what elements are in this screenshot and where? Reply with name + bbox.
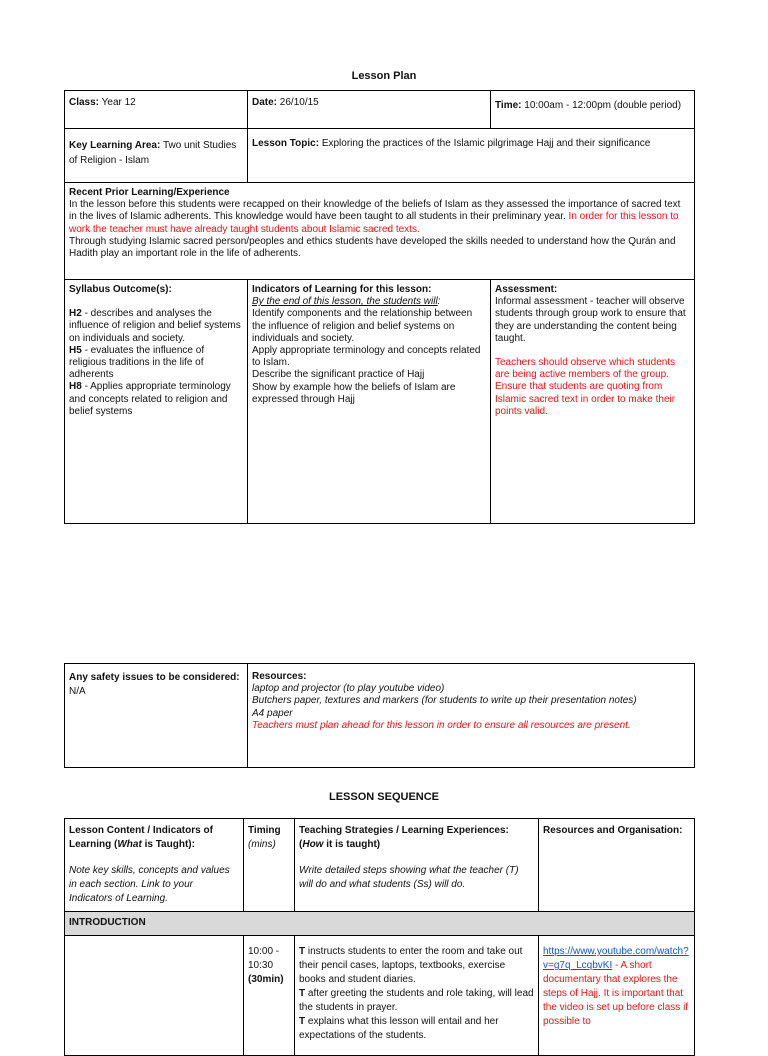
outcomes-heading: Syllabus Outcome(s):: [69, 284, 172, 295]
col-lesson-content-head: Lesson Content / Indicators of Learning (What is Taught):: [69, 825, 213, 850]
intro-resources-cell: [539, 936, 695, 1056]
prior-heading: Recent Prior Learning/Experience: [69, 187, 230, 198]
intro-content-cell: [65, 936, 244, 1056]
col-timing-sub: (mins): [248, 839, 276, 850]
time-cell: [491, 91, 695, 129]
col-resources-head: Resources and Organisation:: [543, 825, 683, 836]
prior-warning: In order for this lesson to work the teacher must have already taught students about Islamic sacred texts.: [69, 211, 679, 235]
lesson-plan-table: [64, 90, 695, 524]
kla-value: Two unit Studies of Religion - Islam: [69, 140, 237, 166]
col-strategies: [295, 819, 539, 912]
intro-strategies-cell: [295, 936, 539, 1056]
col-lesson-content-note: Note key skills, concepts and values in each section. Link to your Indicators of Learning.: [69, 865, 230, 904]
outcome-item: H2 - describes and analyses the influence of religion and belief systems on individuals and society.: [69, 308, 241, 344]
time-label: Time:: [495, 100, 522, 111]
assessment-note: Ensure that students are quoting from Islamic sacred text in order to make their points valid.: [495, 381, 676, 417]
resources-heading: Resources:: [252, 671, 307, 682]
youtube-link[interactable]: https://www.youtube.com/watch?v=g7q_LcqbvKI: [543, 946, 689, 971]
outcomes-cell: [65, 280, 248, 524]
assessment-cell: [491, 280, 695, 524]
time-value: 10:00am - 12:00pm (double period): [524, 100, 682, 111]
indicator-item: Identify components and the relationship between the influence of religion and belief systems on individuals and society.: [252, 308, 473, 344]
col-lesson-content: [65, 819, 244, 912]
date-value: 26/10/15: [279, 97, 319, 108]
indicator-item: Describe the significant practice of Hajj: [252, 369, 425, 381]
kla-label: Key Learning Area:: [69, 140, 161, 151]
resources-warning: Teachers must plan ahead for this lesson in order to ensure all resources are present.: [252, 719, 631, 731]
page-title: Lesson Plan: [351, 70, 417, 82]
kla-cell: [65, 129, 248, 183]
assessment-heading: Assessment:: [495, 284, 558, 295]
intro-step: T explains what this lesson will entail and her expectations of the students.: [299, 1016, 499, 1041]
lesson-sequence-title: LESSON SEQUENCE: [328, 791, 440, 803]
topic-label: Lesson Topic:: [252, 138, 320, 149]
prior-text: In the lesson before this students were recapped on their knowledge of the beliefs of Islam as they assessed the importance of sacred text in the lives of Islamic adherents. This knowledge would have been taught to all students in their preliminary year.: [69, 199, 681, 223]
section-introduction-label: INTRODUCTION: [69, 917, 146, 928]
resources-cell: [248, 664, 695, 768]
section-introduction: [65, 912, 695, 936]
resource-item: A4 paper: [252, 707, 293, 719]
topic-value: Exploring the practices of the Islamic pilgrimage Hajj and their significance: [321, 138, 651, 149]
indicators-cell: [248, 280, 491, 524]
resource-item: Butchers paper, textures and markers (for students to write up their presentation notes): [252, 695, 637, 707]
outcome-item: H5 - evaluates the influence of religious traditions in the life of adherents: [69, 344, 205, 381]
resources-table: [64, 663, 695, 768]
date-cell: [248, 91, 491, 129]
assessment-note: Teachers should observe which students are being active members of the group.: [495, 357, 676, 381]
intro-step: T after greeting the students and role taking, will lead the students in prayer.: [299, 988, 534, 1013]
prior-learning-cell: [65, 183, 695, 280]
col-timing-head: Timing: [248, 825, 281, 836]
youtube-link-note: - A short documentary that explores the steps of Hajj. It is important that the video is set up before class if possible to: [543, 960, 689, 1027]
indicator-item: Show by example how the beliefs of Islam are expressed through Hajj: [252, 381, 456, 405]
assessment-text: Informal assessment - teacher will observe students through group work to ensure that they are understanding the content being taught.: [495, 296, 686, 344]
col-timing: [244, 819, 295, 912]
indicators-subheading: By the end of this lesson, the students will:: [252, 296, 441, 308]
topic-cell: [248, 129, 695, 183]
safety-cell: [65, 664, 248, 768]
class-label: Class:: [69, 97, 100, 108]
intro-step: T instructs students to enter the room and take out their pencil cases, laptops, textbooks, exercise books and student diaries.: [299, 946, 523, 985]
safety-value: N/A: [69, 686, 86, 697]
intro-timing-cell: [244, 936, 295, 1056]
prior-text-2: Through studying Islamic sacred person/peoples and ethics students have developed the skills needed to understand how the Qurán and Hadith play an important role in the life of adherents.: [69, 235, 676, 260]
intro-duration: (30min): [248, 974, 284, 985]
intro-time: 10:00 - 10:30: [248, 946, 280, 971]
resource-item: laptop and projector (to play youtube video): [252, 683, 445, 695]
class-cell: [65, 91, 248, 129]
indicator-item: Apply appropriate terminology and concepts related to Islam.: [252, 345, 481, 369]
col-strategies-head: Teaching Strategies / Learning Experiences: (How it is taught): [299, 825, 509, 850]
indicators-heading: Indicators of Learning for this lesson:: [252, 284, 432, 295]
date-label: Date:: [252, 97, 278, 108]
safety-label: Any safety issues to be considered:: [69, 672, 240, 683]
col-strategies-note: Write detailed steps showing what the teacher (T) will do and what students (Ss) will do.: [299, 865, 519, 890]
col-resources: [539, 819, 695, 912]
lesson-sequence-table: [64, 818, 695, 1056]
class-value: Year 12: [101, 97, 136, 108]
outcome-item: H8 - Applies appropriate terminology and concepts related to religion and belief systems: [69, 381, 231, 417]
